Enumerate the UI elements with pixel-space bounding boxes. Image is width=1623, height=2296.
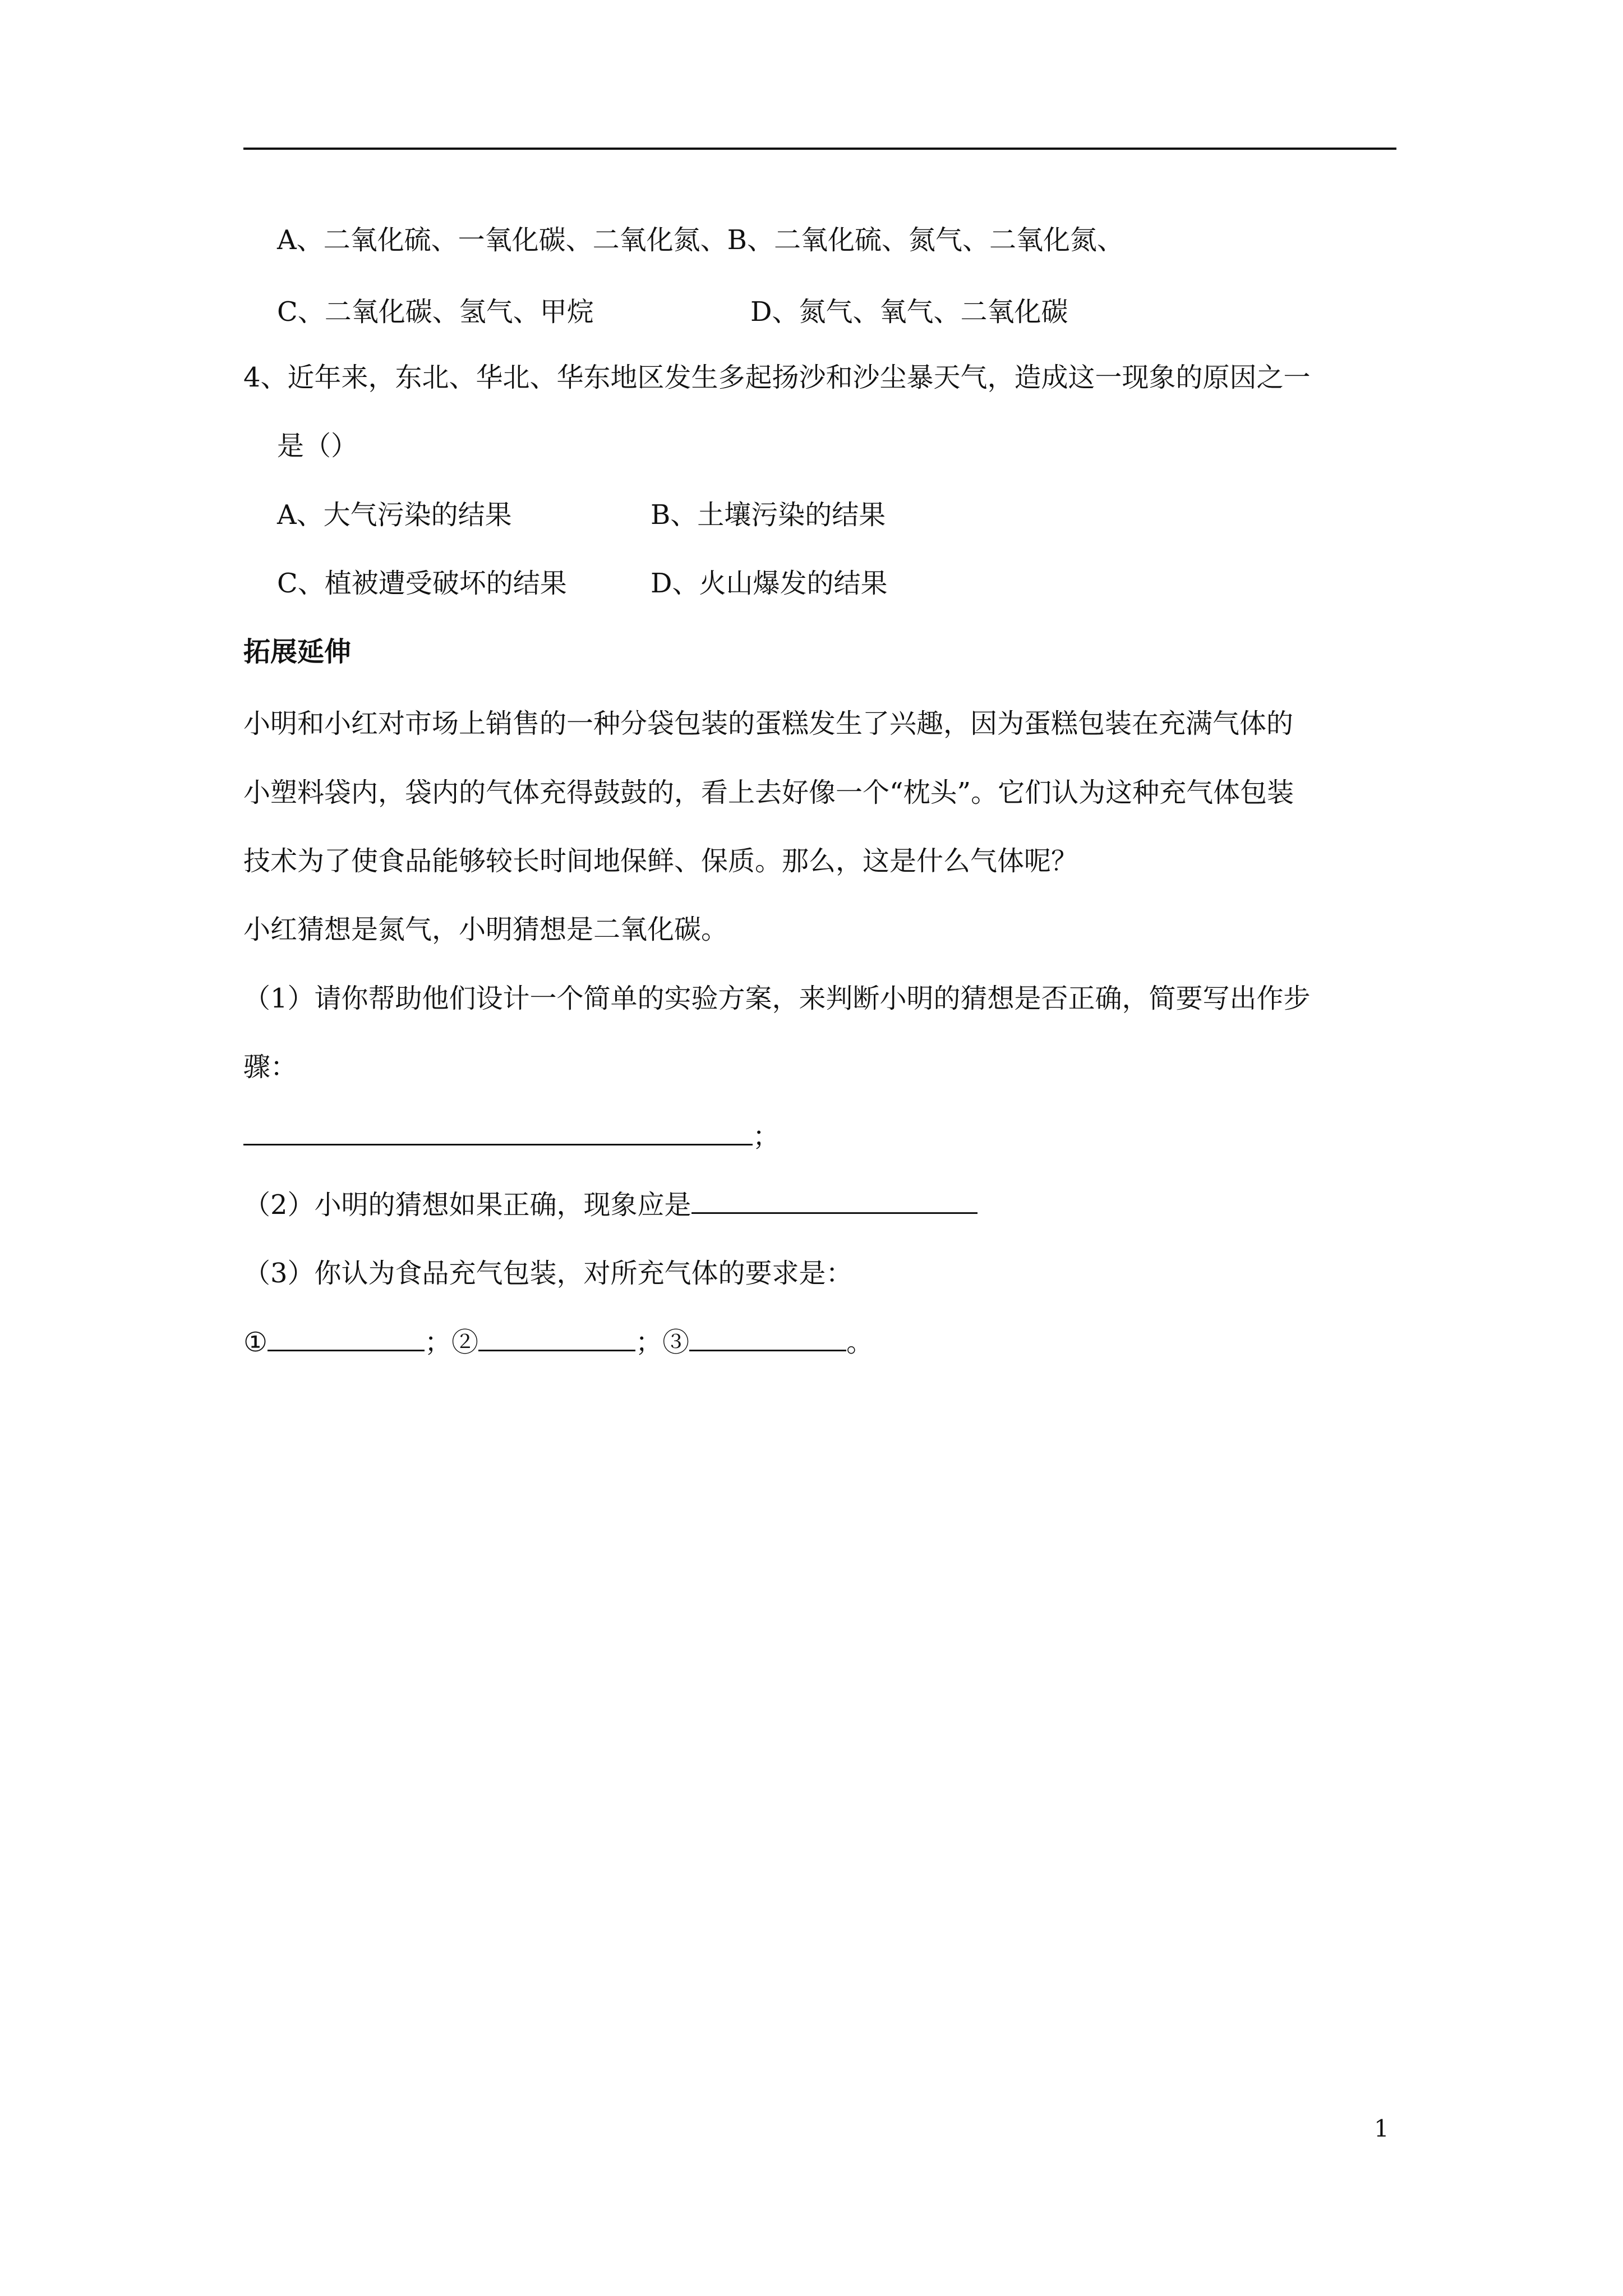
q3-option-d: D、氮气、氧气、二氧化碳 — [750, 296, 1068, 328]
question-1-line2: 骤： — [243, 1051, 298, 1083]
q4-option-c: C、植被遭受破坏的结果 — [277, 568, 567, 599]
question-3-line: （3）你认为食品充气包装，对所充气体的要求是： — [243, 1258, 853, 1289]
paragraph-line-2: 小塑料袋内，袋内的气体充得鼓鼓的，看上去好像一个“枕头”。它们认为这种充气体包装 — [243, 777, 1294, 808]
guess-line: 小红猜想是氮气，小明猜想是二氧化碳。 — [243, 914, 728, 945]
q3-option-c: C、二氧化碳、氢气、甲烷 — [277, 296, 594, 328]
q4-option-b: B、土壤污染的结果 — [651, 499, 886, 531]
requirement-blank-3[interactable] — [689, 1325, 846, 1351]
requirements-line — [243, 1325, 873, 1359]
answer-1-end-mark: ； — [753, 1121, 780, 1152]
question-2-line — [243, 1188, 978, 1222]
q3-options-a-b: A、二氧化硫、一氧化碳、二氧化氮、B、二氧化硫、氮气、二氧化氮、 — [277, 224, 1124, 256]
paragraph-line-3: 技术为了使食品能够较长时间地保鲜、保质。那么，这是什么气体呢？ — [243, 845, 1078, 877]
requirement-end-mark: 。 — [846, 1327, 874, 1358]
answer-blank-2[interactable] — [691, 1188, 978, 1214]
page-number: 1 — [1374, 2115, 1389, 2142]
header-rule — [243, 148, 1396, 150]
answer-blank-1[interactable] — [243, 1119, 753, 1145]
section-heading: 拓展延伸 — [243, 636, 352, 668]
q4-option-a: A、大气污染的结果 — [277, 499, 512, 531]
requirement-separator-2: ； — [635, 1327, 663, 1358]
q4-stem-line2: 是（） — [277, 430, 358, 462]
requirement-2-marker: ② — [451, 1327, 479, 1358]
requirement-3-marker: ③ — [662, 1327, 690, 1358]
requirement-separator-1: ； — [425, 1327, 452, 1358]
question-1-answer-line — [243, 1119, 780, 1153]
requirement-blank-2[interactable] — [478, 1325, 635, 1351]
question-1-line1: （1）请你帮助他们设计一个简单的实验方案，来判断小明的猜想是否正确，简要写出作步 — [243, 983, 1311, 1014]
q4-stem-line1: 4、近年来，东北、华北、华东地区发生多起扬沙和沙尘暴天气，造成这一现象的原因之一 — [243, 362, 1311, 393]
paragraph-line-1: 小明和小红对市场上销售的一种分袋包装的蛋糕发生了兴趣，因为蛋糕包装在充满气体的 — [243, 708, 1294, 739]
requirement-blank-1[interactable] — [268, 1325, 425, 1351]
requirement-1-marker: ① — [243, 1327, 268, 1358]
question-2-text: （2）小明的猜想如果正确，现象应是 — [243, 1189, 691, 1221]
q4-option-d: D、火山爆发的结果 — [651, 568, 888, 599]
